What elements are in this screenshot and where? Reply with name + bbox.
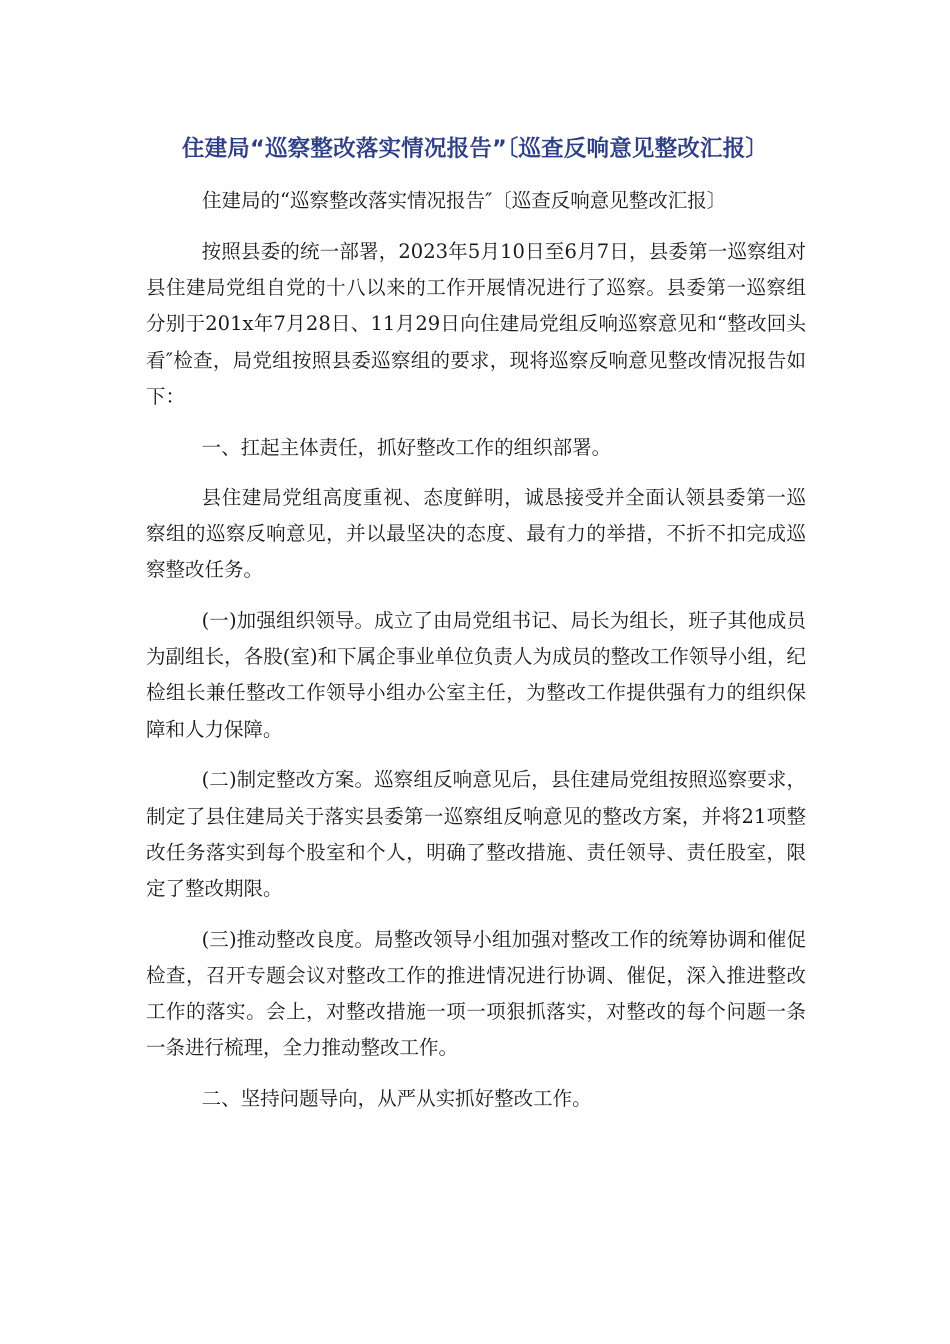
intro-paragraph: 按照县委的统一部署，2023年5月10日至6月7日，县委第一巡察组对县住建局党组自党的十八以来的工作开展情况进行了巡察。县委第一巡察组分别于201x年7月28日、11月29日向住建局党组反响巡察意见和“整改回头看″检查，局党组按照县委巡察组的要求，现将巡察反响意见整改情况报告如下：	[146, 240, 806, 408]
document-title: 住建局“巡察整改落实情况报告”〔巡查反响意见整改汇报〕	[181, 136, 769, 162]
subsection-1-paragraph: (一)加强组织领导。成立了由局党组书记、局长为组长，班子其他成员为副组长，各股(室)和下属企事业单位负责人为成员的整改工作领导小组，纪检组长兼任整改工作领导小组办公室主任，为整改工作提供强有力的组织保障和人力保障。	[146, 609, 806, 741]
document-body	[146, 234, 806, 1131]
document-subtitle: 住建局的“巡察整改落实情况报告″〔巡查反响意见整改汇报〕	[202, 189, 727, 212]
section-1-paragraph: 县住建局党组高度重视、态度鲜明，诚恳接受并全面认领县委第一巡察组的巡察反响意见，并以最坚决的态度、最有力的举措，不折不扣完成巡察整改任务。	[146, 485, 806, 582]
subsection-2-paragraph: (二)制定整改方案。巡察组反响意见后，县住建局党组按照巡察要求，制定了县住建局关于落实县委第一巡察组反响意见的整改方案，并将21项整改任务落实到每个股室和个人，明确了整改措施、责任领导、责任股室，限定了整改期限。	[146, 768, 806, 901]
section-heading-2: 二、坚持问题导向，从严从实抓好整改工作。	[201, 1087, 592, 1111]
subsection-3-paragraph: (三)推动整改良度。局整改领导小组加强对整改工作的统筹协调和催促检查，召开专题会议对整改工作的推进情况进行协调、催促，深入推进整改工作的落实。会上，对整改措施一项一项狠抓落实，对整改的每个问题一条一条进行梳理，全力推动整改工作。	[146, 927, 806, 1060]
section-heading-1: 一、扛起主体责任，抓好整改工作的组织部署。	[201, 435, 612, 459]
